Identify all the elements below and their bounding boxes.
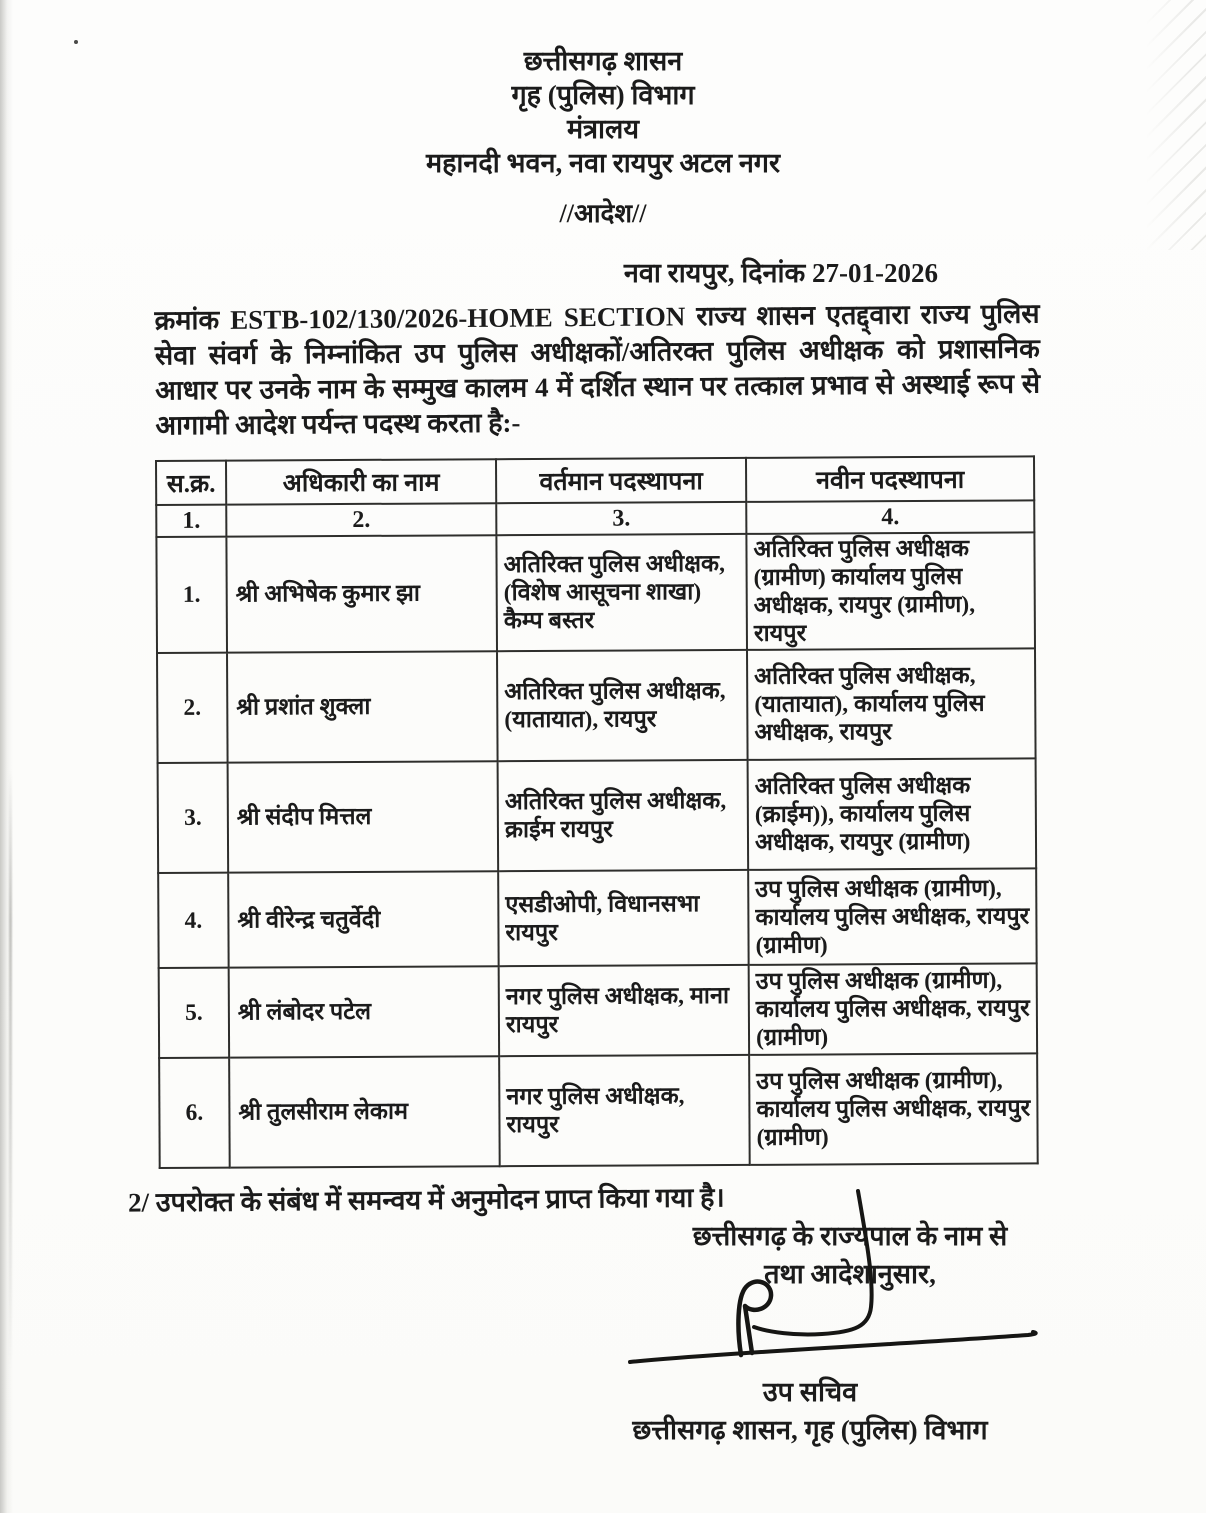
column-number-4: 4. bbox=[746, 500, 1034, 534]
cell-current-posting: अतिरिक्त पुलिस अधीक्षक, (यातायात), रायपुर bbox=[497, 650, 748, 761]
cell-officer-name: श्री तुलसीराम लेकाम bbox=[229, 1056, 500, 1167]
letterhead-department: गृह (पुलिस) विभाग bbox=[511, 80, 695, 110]
table-row bbox=[158, 868, 1036, 968]
letterhead-government: छत्तीसगढ़ शासन bbox=[523, 46, 683, 76]
cell-serial: 2. bbox=[157, 653, 228, 763]
cell-serial: 1. bbox=[156, 537, 227, 653]
cell-new-posting: अतिरिक्त पुलिस अधीक्षक, (यातायात), कार्यालय पुलिस अधीक्षक, रायपुर bbox=[747, 648, 1036, 760]
cell-officer-name: श्री लंबोदर पटेल bbox=[229, 966, 499, 1057]
signature-authority-line-1: छत्तीसगढ़ के राज्यपाल के नाम से bbox=[692, 1221, 1008, 1251]
cell-current-posting: अतिरिक्त पुलिस अधीक्षक, क्राईम रायपुर bbox=[498, 760, 749, 871]
cell-serial: 6. bbox=[159, 1058, 230, 1168]
cell-new-posting: उप पुलिस अधीक्षक (ग्रामीण), कार्यालय पुलिस अधीक्षक, रायपुर (ग्रामीण) bbox=[749, 1053, 1038, 1165]
signatory-designation: उप सचिव bbox=[762, 1377, 858, 1407]
cell-new-posting: अतिरिक्त पुलिस अधीक्षक (क्राईम)), कार्यालय पुलिस अधीक्षक, रायपुर (ग्रामीण) bbox=[748, 758, 1037, 870]
header-new-posting: नवीन पदस्थापना bbox=[746, 456, 1034, 502]
table-row bbox=[156, 532, 1035, 653]
cell-officer-name: श्री प्रशांत शुक्ला bbox=[227, 651, 498, 762]
table-row bbox=[157, 648, 1036, 763]
approval-note: 2/ उपरोक्त के संबंध में समन्वय में अनुमोदन प्राप्त किया गया है। bbox=[127, 1182, 725, 1218]
signatory-department: छत्तीसगढ़ शासन, गृह (पुलिस) विभाग bbox=[632, 1415, 988, 1445]
cell-serial: 5. bbox=[159, 968, 229, 1058]
document-letterhead bbox=[0, 44, 1206, 180]
cell-current-posting: नगर पुलिस अधीक्षक, रायपुर bbox=[499, 1055, 750, 1166]
cell-new-posting: उप पुलिस अधीक्षक (ग्रामीण), कार्यालय पुलिस अधीक्षक, रायपुर (ग्रामीण) bbox=[749, 963, 1037, 1055]
column-number-1: 1. bbox=[156, 505, 226, 537]
cell-officer-name: श्री अभिषेक कुमार झा bbox=[226, 535, 497, 652]
letterhead-ministry: मंत्रालय bbox=[566, 114, 639, 144]
cell-current-posting: अतिरिक्त पुलिस अधीक्षक, (विशेष आसूचना शाखा) कैम्प बस्तर bbox=[496, 534, 747, 651]
table-row bbox=[159, 1053, 1038, 1168]
column-number-2: 2. bbox=[226, 503, 496, 536]
cell-officer-name: श्री संदीप मित्तल bbox=[228, 761, 499, 872]
cell-officer-name: श्री वीरेन्द्र चतुर्वेदी bbox=[228, 871, 498, 967]
header-serial-no: स.क्र. bbox=[156, 461, 226, 505]
cell-new-posting: उप पुलिस अधीक्षक (ग्रामीण), कार्यालय पुलिस अधीक्षक, रायपुर (ग्रामीण) bbox=[748, 868, 1036, 965]
order-body-paragraph: क्रमांक ESTB-102/130/2026-HOME SECTION राज्य शासन एतद्द्वारा राज्य पुलिस सेवा संवर्ग के निम्नांकित उप पुलिस अधीक्षकों/अतिरक्त पुलिस अधीक्षक को प्रशासनिक आधार पर उनके नाम के सम्मुख कालम 4 में दर्शित स्थान पर तत्काल प्रभाव से अस्थाई रूप से आगामी आदेश पर्यन्त पदस्थ करता है:- bbox=[154, 298, 1041, 441]
handwritten-signature bbox=[600, 1185, 1070, 1385]
place-date-line: नवा रायपुर, दिनांक 27-01-2026 bbox=[623, 258, 938, 288]
cell-current-posting: एसडीओपी, विधानसभा रायपुर bbox=[498, 870, 748, 966]
cell-serial: 4. bbox=[158, 873, 228, 968]
order-title: //आदेश// bbox=[559, 199, 647, 228]
table-row bbox=[158, 758, 1037, 873]
column-number-3: 3. bbox=[496, 502, 746, 535]
header-officer-name: अधिकारी का नाम bbox=[226, 459, 496, 504]
table-row bbox=[159, 963, 1037, 1058]
letterhead-address: महानदी भवन, नवा रायपुर अटल नगर bbox=[425, 148, 781, 178]
cell-current-posting: नगर पुलिस अधीक्षक, माना रायपुर bbox=[499, 965, 749, 1056]
table-column-number-row bbox=[156, 500, 1034, 537]
table-header-row bbox=[156, 456, 1034, 505]
signature-authority-line-2: तथा आदेशानुसार, bbox=[764, 1259, 936, 1289]
scan-streak-artifact bbox=[9, 770, 12, 1370]
posting-table bbox=[155, 455, 1039, 1169]
cell-serial: 3. bbox=[158, 763, 229, 873]
cell-new-posting: अतिरिक्त पुलिस अधीक्षक (ग्रामीण) कार्यालय पुलिस अधीक्षक, रायपुर (ग्रामीण), रायपुर bbox=[746, 532, 1035, 650]
header-current-posting: वर्तमान पदस्थापना bbox=[496, 458, 746, 503]
